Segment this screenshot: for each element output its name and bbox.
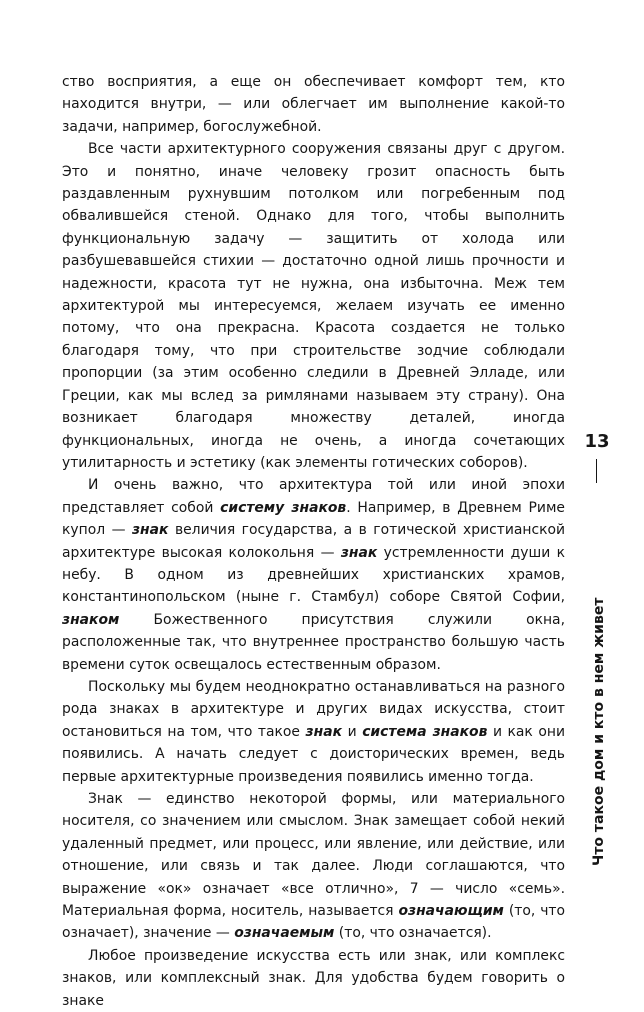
emphasized-term: систему знаков bbox=[220, 499, 347, 516]
paragraph-4: Поскольку мы будем неоднократно останавливаться на разного рода знаках в архитектуре и других видах искусства, стоит остановиться на том, что такое знак и система знаков и как они появились. А начать следует с доисторических времен, ведь первые архитектурные произведения появились именно тогда. bbox=[62, 678, 565, 785]
paragraph-1: ство восприятия, а еще он обеспечивает комфорт тем, кто находится внутри, — или облегчает им выполнение какой-то задачи, например, богослужебной. bbox=[62, 74, 565, 135]
running-title: Что такое дом и кто в нем живет bbox=[591, 597, 607, 866]
emphasized-term: означающим bbox=[398, 903, 504, 920]
paragraph-6: Любое произведение искусства есть или знак, или комплекс знаков, или комплексный знак. Для удобства будем говорить о знаке bbox=[62, 947, 565, 1009]
paragraph-5: Знак — единство некоторой формы, или материального носителя, со значением или смыслом. Знак замещает собой некий удаленный предмет, или процесс, или явление, или действие, или отношение, или связь и так далее. Люди соглашаются, что выражение «ок» означает «все отлично», 7 — число «семь». Материальная форма, носитель, называется означающим (то, что означает), значение — означаемым (то, что означается). bbox=[62, 791, 566, 942]
paragraph-3: И очень важно, что архитектура той или иной эпохи представляет собой систему знаков. Например, в Древнем Риме купол — знак величия государства, а в готической христианской архитектуре высокая колокольня — знак устремленности души к небу. В одном из древнейших христианских храмов, константинопольском (ныне г. Стамбул) соборе Святой Софии, знаком Божественного присутствия служили окна, расположенные так, что внутреннее пространство большую часть времени суток освещалось естественным образом. bbox=[62, 477, 565, 673]
emphasized-term: знак bbox=[131, 522, 169, 539]
margin-divider bbox=[596, 459, 597, 483]
emphasized-term: знак bbox=[305, 723, 343, 740]
emphasized-term: система знаков bbox=[362, 723, 488, 740]
emphasized-term: знаком bbox=[62, 611, 120, 628]
body-text bbox=[62, 71, 565, 1012]
emphasized-term: означаемым bbox=[234, 925, 335, 942]
emphasized-term: знак bbox=[340, 544, 378, 561]
page-number: 13 bbox=[584, 431, 610, 452]
paragraph-2: Все части архитектурного сооружения связаны друг с другом. Это и понятно, иначе человеку грозит опасность быть раздавленным рухнувшим потолком или погребенным под обвалившейся стеной. Однако для того, чтобы выполнить функциональную задачу — защитить от холода или разбушевавшейся стихии — достаточно одной лишь прочности и надежности, красота тут не нужна, она избыточна. Меж тем архитектурой мы интересуемся, желаем изучать ее именно потому, что она прекрасна. Красота создается не только благодаря тому, что при строительстве зодчие соблюдали пропорции (за этим особенно следили в Древней Элладе, или Греции, как мы вслед за римлянами называем эту страну). Она возникает благодаря множеству деталей, иногда функциональных, иногда не очень, а иногда сочетающих утилитарность и эстетику (как элементы готических соборов). bbox=[62, 141, 565, 471]
